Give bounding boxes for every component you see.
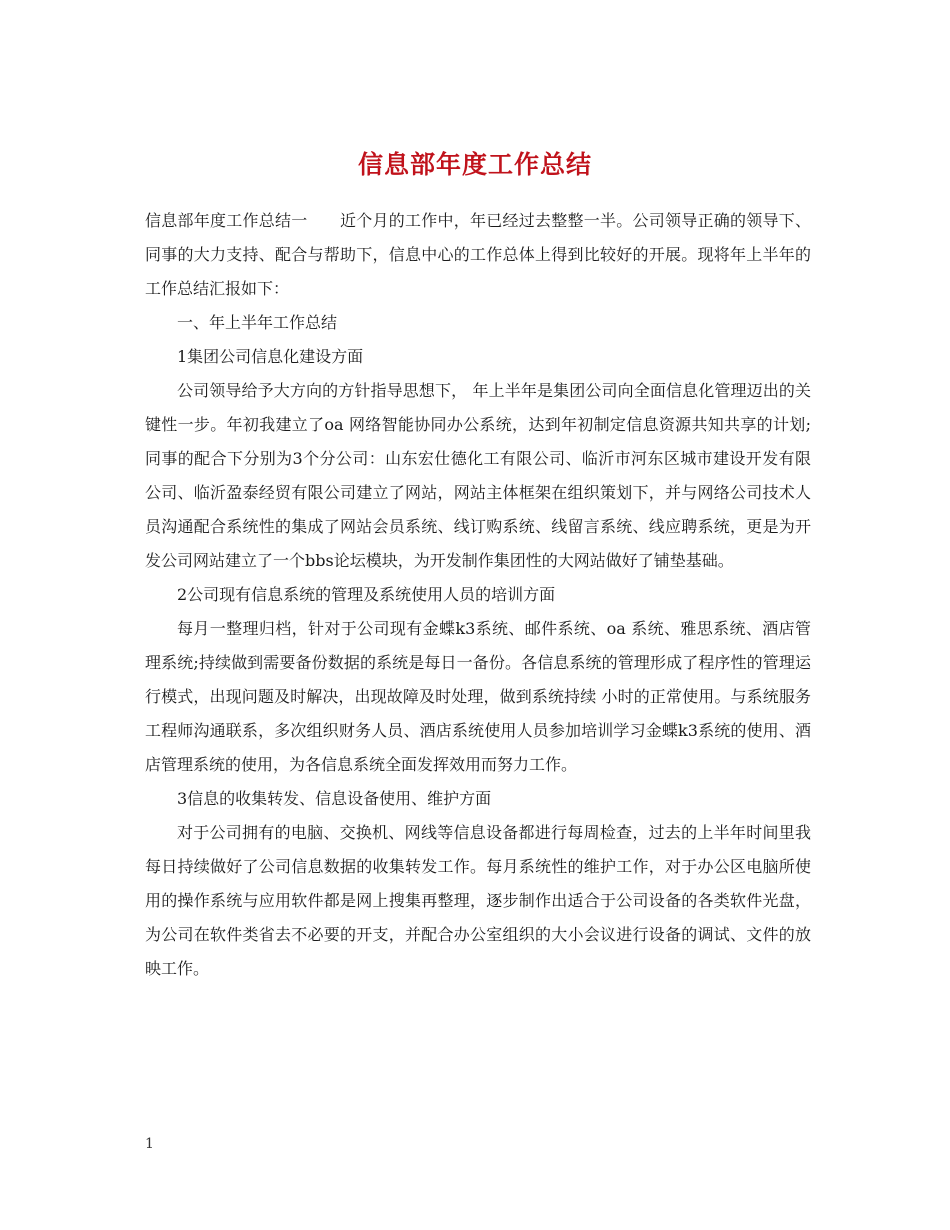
document-title: 信息部年度工作总结 xyxy=(357,149,592,179)
subsection-heading-3: 3信息的收集转发、信息设备使用、维护方面 xyxy=(177,789,492,808)
document-body xyxy=(145,204,811,986)
paragraph-systems-training: 每月一整理归档，针对于公司现有金蝶k3系统、邮件系统、oa 系统、雅思系统、酒店管理系统;持续做到需要备份数据的系统是每日一备份。各信息系统的管理形成了程序性的管理运行模式，出现问题及时解决，出现故障及时处理，做到系统持续 小时的正常使用。与系统服务工程师沟通联系，多次组织财务人员、酒店系统使用人员参加培训学习金蝶k3系统的使用、酒店管理系统的使用，为各信息系统全面发挥效用而努力工作。 xyxy=(145,619,811,774)
paragraph-informatization: 公司领导给予大方向的方针指导思想下， 年上半年是集团公司向全面信息化管理迈出的关键性一步。年初我建立了oa 网络智能协同办公系统，达到年初制定信息资源共知共享的计划;同事的配合下分别为3个分公司：山东宏仕德化工有限公司、临沂市河东区城市建设开发有限公司、临沂盈泰经贸有限公司建立了网站，网站主体框架在组织策划下，并与网络公司技术人员沟通配合系统性的集成了网站会员系统、线订购系统、线留言系统、线应聘系统，更是为开发公司网站建立了一个bbs论坛模块，为开发制作集团性的大网站做好了铺垫基础。 xyxy=(145,381,811,570)
subsection-heading-1: 1集团公司信息化建设方面 xyxy=(177,347,364,366)
intro-paragraph: 信息部年度工作总结一 近个月的工作中，年已经过去整整一半。公司领导正确的领导下、同事的大力支持、配合与帮助下，信息中心的工作总体上得到比较好的开展。现将年上半年的工作总结汇报如下： xyxy=(145,211,811,298)
page-number: 1 xyxy=(145,1136,154,1152)
paragraph-equipment-maintenance: 对于公司拥有的电脑、交换机、网线等信息设备都进行每周检查，过去的上半年时间里我每日持续做好了公司信息数据的收集转发工作。每月系统性的维护工作，对于办公区电脑所使用的操作系统与应用软件都是网上搜集再整理，逐步制作出适合于公司设备的各类软件光盘，为公司在软件类省去不必要的开支，并配合办公室组织的大小会议进行设备的调试、文件的放映工作。 xyxy=(145,823,811,978)
subsection-heading-2: 2公司现有信息系统的管理及系统使用人员的培训方面 xyxy=(177,585,556,604)
section-heading-summary: 一、年上半年工作总结 xyxy=(177,313,338,332)
